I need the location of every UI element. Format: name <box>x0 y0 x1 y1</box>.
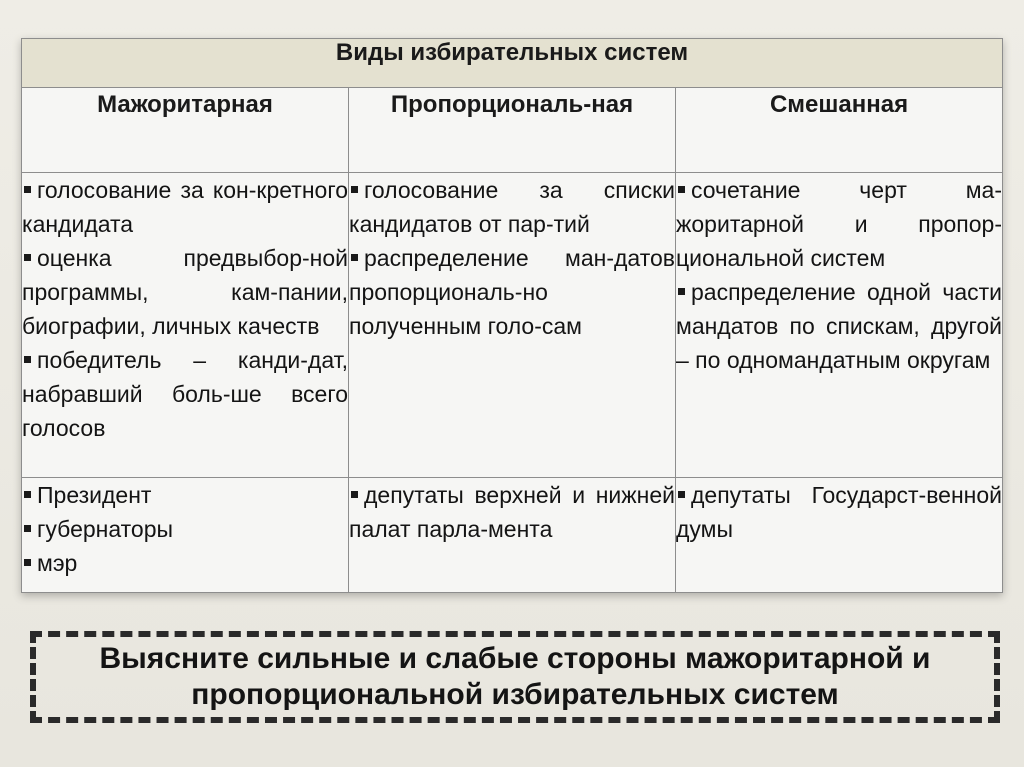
list-item: распределение одной части мандатов по спискам, другой – по одномандатным округам <box>676 279 1003 373</box>
bullet-icon <box>351 254 358 261</box>
list-item: распределение ман-датов пропорциональ-но полученным голо-сам <box>349 245 675 339</box>
table-title: Виды избирательных систем <box>22 39 1003 88</box>
bullet-icon <box>24 491 31 498</box>
bullet-icon <box>351 186 358 193</box>
proportional-features-cell <box>349 173 676 478</box>
bullet-icon <box>24 525 31 532</box>
mixed-features-cell <box>676 173 1003 478</box>
table-title-row <box>22 39 1003 88</box>
majoritarian-positions-cell <box>22 478 349 593</box>
bullet-icon <box>351 491 358 498</box>
task-text: Выясните сильные и слабые стороны мажоритарной и пропорциональной избирательных систем <box>99 642 931 711</box>
bullet-icon <box>24 559 31 566</box>
column-header-proportional <box>349 88 676 173</box>
list-item: депутаты верхней и нижней палат парла-мента <box>349 482 675 542</box>
list-item: голосование за списки кандидатов от пар-тий <box>349 177 675 237</box>
column-header-mixed: Смешанная <box>676 88 1003 173</box>
list-item: голосование за кон-кретного кандидата <box>22 177 348 237</box>
column-header-row <box>22 88 1003 173</box>
features-row <box>22 173 1003 478</box>
mixed-positions-cell <box>676 478 1003 593</box>
list-item: победитель – канди-дат, набравший боль-ше всего голосов <box>22 347 348 441</box>
list-item: Президент <box>22 478 348 512</box>
list-item: оценка предвыбор-ной программы, кам-пании, биографии, личных качеств <box>22 245 348 339</box>
bullet-icon <box>678 288 685 295</box>
bullet-icon <box>24 254 31 261</box>
bullet-icon <box>678 491 685 498</box>
proportional-positions-cell <box>349 478 676 593</box>
electoral-systems-table <box>21 38 1003 593</box>
list-item: мэр <box>22 546 348 580</box>
list-item: сочетание черт ма-жоритарной и пропор-циональной систем <box>676 177 1003 271</box>
list-item: депутаты Государст-венной думы <box>676 482 1003 542</box>
list-item: губернаторы <box>22 512 348 546</box>
column-header-majoritarian: Мажоритарная <box>22 88 349 173</box>
bullet-icon <box>678 186 685 193</box>
majoritarian-features-cell <box>22 173 349 478</box>
column-header-proportional-label: Пропорциональ-ная <box>390 91 634 118</box>
positions-row <box>22 478 1003 593</box>
task-box <box>30 631 1000 723</box>
bullet-icon <box>24 356 31 363</box>
bullet-icon <box>24 186 31 193</box>
